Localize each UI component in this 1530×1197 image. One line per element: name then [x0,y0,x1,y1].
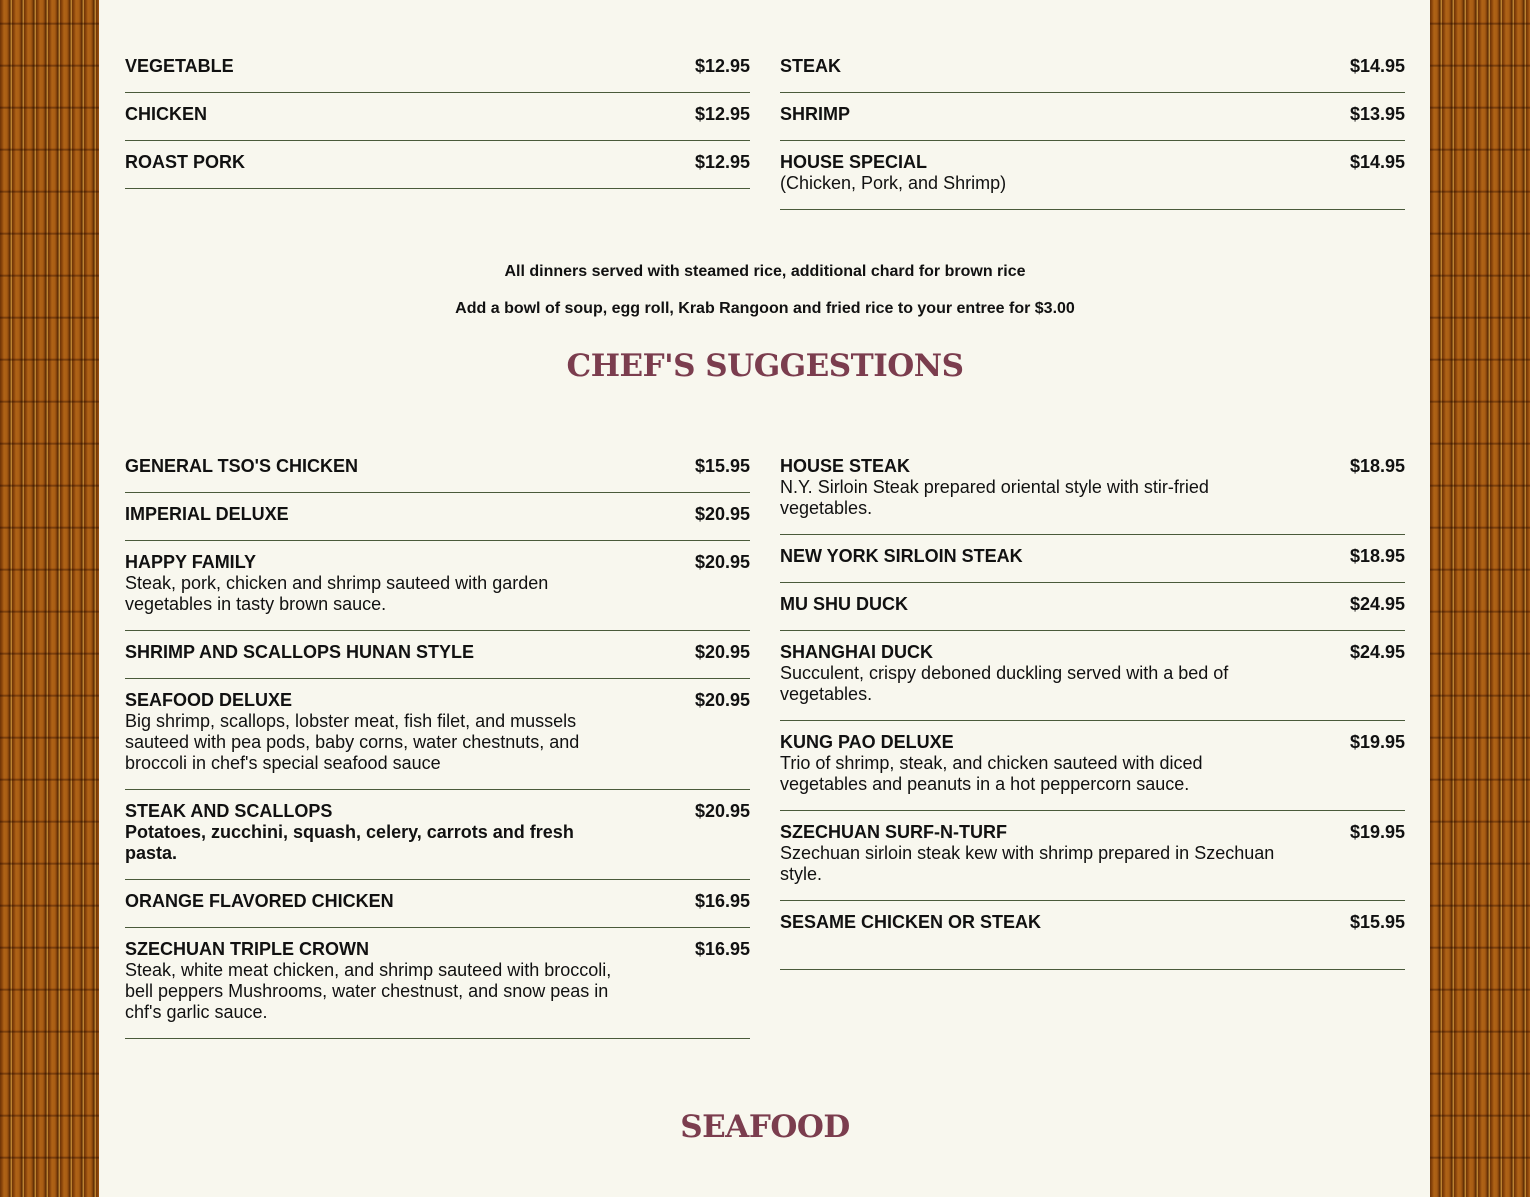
menu-item [125,928,750,1039]
item-name: SHRIMP [780,104,851,124]
item-name: KUNG PAO DELUXE [780,732,954,752]
item-name: STEAK AND SCALLOPS [125,801,333,821]
item-price: $12.95 [694,152,750,172]
menu-item [125,93,750,141]
menu-item [780,811,1405,901]
item-name: ROAST PORK [125,152,246,172]
item-price: $24.95 [1349,594,1405,614]
item-description: Szechuan sirloin steak kew with shrimp prepared in Szechuan style. [780,843,1275,884]
item-name: HAPPY FAMILY [125,552,257,572]
item-description: Succulent, crispy deboned duckling served with a bed of vegetables. [780,663,1229,704]
menu-item [125,141,750,189]
menu-item [780,721,1405,811]
menu-item [125,493,750,541]
item-name: MU SHU DUCK [780,594,908,614]
item-name: HOUSE SPECIAL [780,152,928,172]
item-name: CHICKEN [125,104,208,124]
item-price: $19.95 [1349,822,1405,842]
section-title-seafood: SEAFOOD [680,1109,850,1145]
item-price: $20.95 [694,642,750,662]
item-name: SEAFOOD DELUXE [125,690,293,710]
item-price: $12.95 [694,104,750,124]
item-price: $18.95 [1349,546,1405,566]
item-price: $15.95 [694,456,750,476]
menu-item [780,445,1405,535]
item-name: NEW YORK SIRLOIN STEAK [780,546,1023,566]
menu-content [125,0,1405,1145]
bamboo-border-right [1430,0,1530,1197]
item-name: SESAME CHICKEN OR STEAK [780,912,1042,932]
section-title-chefs-suggestions: CHEF'S SUGGESTIONS [566,348,964,384]
item-name: SHANGHAI DUCK [780,642,933,662]
menu-item [780,535,1405,583]
dinner-note-1: All dinners served with steamed rice, additional chard for brown rice [504,263,1026,280]
item-description: Trio of shrimp, steak, and chicken sauteed with diced vegetables and peanuts in a hot peppercorn sauce. [780,753,1203,794]
menu-item [125,790,750,880]
item-price: $20.95 [694,504,750,524]
item-price: $15.95 [1349,912,1405,932]
item-name: HOUSE STEAK [780,456,911,476]
menu-item [780,93,1405,141]
item-price: $20.95 [694,801,750,821]
item-price: $18.95 [1349,456,1405,476]
item-name: VEGETABLE [125,56,234,76]
menu-item [780,583,1405,631]
menu-item [125,45,750,93]
item-name: IMPERIAL DELUXE [125,504,289,524]
item-price: $14.95 [1349,56,1405,76]
item-name: SHRIMP AND SCALLOPS HUNAN STYLE [125,642,475,662]
top-section [125,45,1405,210]
chefs-left-column [125,445,750,1039]
menu-item [125,541,750,631]
item-name: GENERAL TSO'S CHICKEN [125,456,358,476]
item-description: Big shrimp, scallops, lobster meat, fish filet, and mussels sauteed with pea pods, baby corns, water chestnuts, and broccoli in chef's special seafood sauce [125,711,580,773]
menu-item [125,445,750,493]
chefs-section [125,445,1405,1039]
item-description: N.Y. Sirloin Steak prepared oriental style with stir-fried vegetables. [780,477,1209,518]
item-name: STEAK [780,56,842,76]
bamboo-border-left [0,0,99,1197]
menu-item [780,45,1405,93]
item-name: SZECHUAN TRIPLE CROWN [125,939,369,959]
top-right-column [780,45,1405,210]
item-name: SZECHUAN SURF-N-TURF [780,822,1007,842]
item-price: $24.95 [1349,642,1405,662]
menu-item [780,141,1405,210]
menu-item [125,631,750,679]
item-description: Steak, pork, chicken and shrimp sauteed with garden vegetables in tasty brown sauce. [125,573,549,614]
item-price: $16.95 [694,891,750,911]
item-description: (Chicken, Pork, and Shrimp) [780,173,1007,193]
top-left-column [125,45,750,210]
menu-item [125,679,750,790]
item-description: Potatoes, zucchini, squash, celery, carrots and fresh pasta. [125,822,574,863]
chefs-right-column [780,445,1405,1039]
item-price: $19.95 [1349,732,1405,752]
menu-item [125,880,750,928]
item-price: $20.95 [694,690,750,710]
menu-item [780,631,1405,721]
menu-item [780,901,1405,970]
item-price: $16.95 [694,939,750,959]
item-description: Steak, white meat chicken, and shrimp sauteed with broccoli, bell peppers Mushrooms, water chestnust, and snow peas in chf's garlic sauce. [125,960,612,1022]
item-name: ORANGE FLAVORED CHICKEN [125,891,394,911]
item-price: $13.95 [1349,104,1405,124]
item-price: $12.95 [694,56,750,76]
item-price: $20.95 [694,552,750,572]
dinner-note-2: Add a bowl of soup, egg roll, Krab Rangoon and fried rice to your entree for $3.00 [455,300,1075,317]
item-price: $14.95 [1349,152,1405,172]
